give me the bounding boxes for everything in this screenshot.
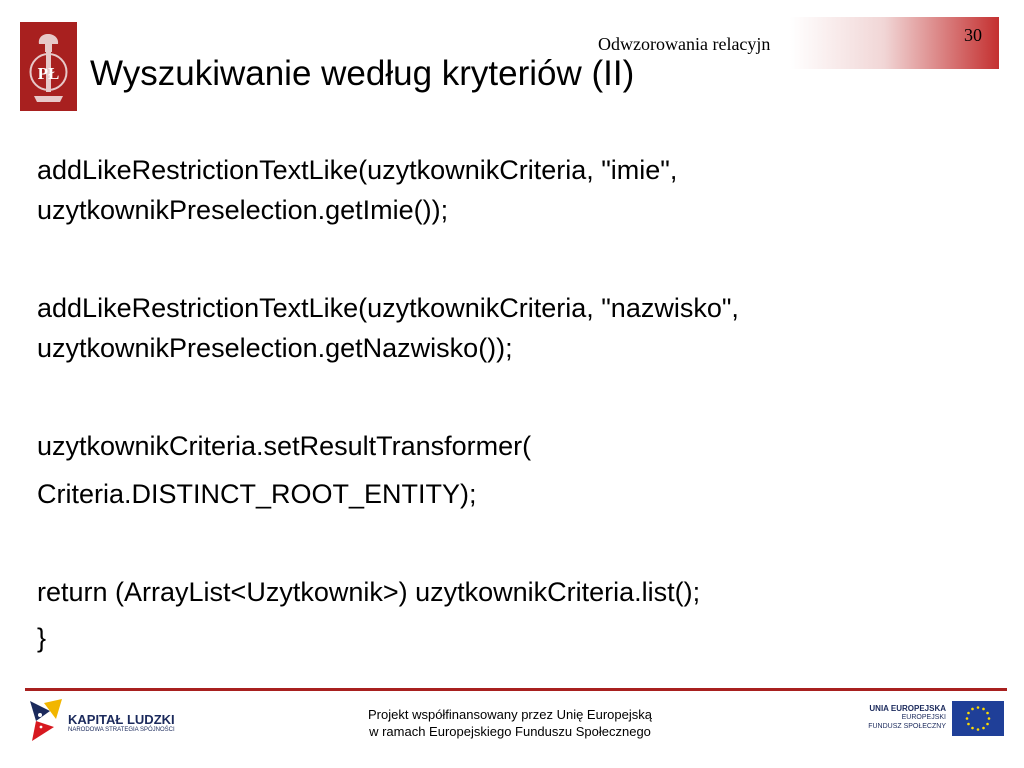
code-line: uzytkownikPreselection.getImie()); <box>37 195 449 225</box>
code-line: addLikeRestrictionTextLike(uzytkownikCriteria, "nazwisko", <box>37 293 739 323</box>
eu-star-icon <box>977 728 980 731</box>
kapital-ludzki-icon <box>26 697 66 745</box>
university-logo-text: PŁ <box>37 64 60 83</box>
code-paragraph <box>37 288 997 368</box>
eu-line: UNIA EUROPEJSKA <box>869 704 946 713</box>
eu-star-icon <box>986 723 989 726</box>
eu-line: EUROPEJSKI <box>901 714 946 721</box>
slide-title: Wyszukiwanie według kryteriów (II) <box>90 54 635 93</box>
university-logo <box>20 22 77 111</box>
eu-line: FUNDUSZ SPOŁECZNY <box>868 723 946 730</box>
closing-brace <box>37 618 997 658</box>
code-line: uzytkownikPreselection.getNazwisko()); <box>37 333 513 363</box>
code-line: uzytkownikCriteria.setResultTransformer( <box>37 431 532 461</box>
eu-star-icon <box>982 708 985 711</box>
eu-flag-icon <box>952 701 1004 736</box>
slide-content <box>37 150 997 664</box>
page-number: 30 <box>964 25 982 45</box>
code-line: addLikeRestrictionTextLike(uzytkownikCriteria, "imie", <box>37 155 678 185</box>
running-title: Odwzorowania relacyjn <box>598 34 771 54</box>
footer-divider <box>25 688 1007 691</box>
kapital-ludzki-logo <box>26 697 186 745</box>
kapital-ludzki-title: KAPITAŁ LUDZKI <box>68 712 175 727</box>
eu-star-icon <box>966 717 969 720</box>
code-paragraph <box>37 150 997 230</box>
eu-star-icon <box>971 708 974 711</box>
code-line: } <box>37 623 47 653</box>
eu-star-icon <box>982 727 985 730</box>
code-paragraph <box>37 426 997 514</box>
footer-line: Projekt współfinansowany przez Unię Europejską <box>368 707 652 722</box>
footer-line: w ramach Europejskiego Funduszu Społecznego <box>369 724 651 739</box>
eu-star-icon <box>971 727 974 730</box>
kapital-ludzki-subtitle: NARODOWA STRATEGIA SPÓJNOŚCI <box>68 727 175 733</box>
code-line: Criteria.DISTINCT_ROOT_ENTITY); <box>37 479 477 509</box>
footer-text <box>310 706 710 740</box>
code-line: return (ArrayList<Uzytkownik>) uzytkownikCriteria.list(); <box>37 577 701 607</box>
eu-star-icon <box>967 712 970 715</box>
eu-star-icon <box>988 717 991 720</box>
eu-star-icon <box>977 706 980 709</box>
eu-fund-text <box>856 704 946 731</box>
return-line <box>37 572 997 612</box>
eu-star-icon <box>986 712 989 715</box>
eu-star-icon <box>967 723 970 726</box>
